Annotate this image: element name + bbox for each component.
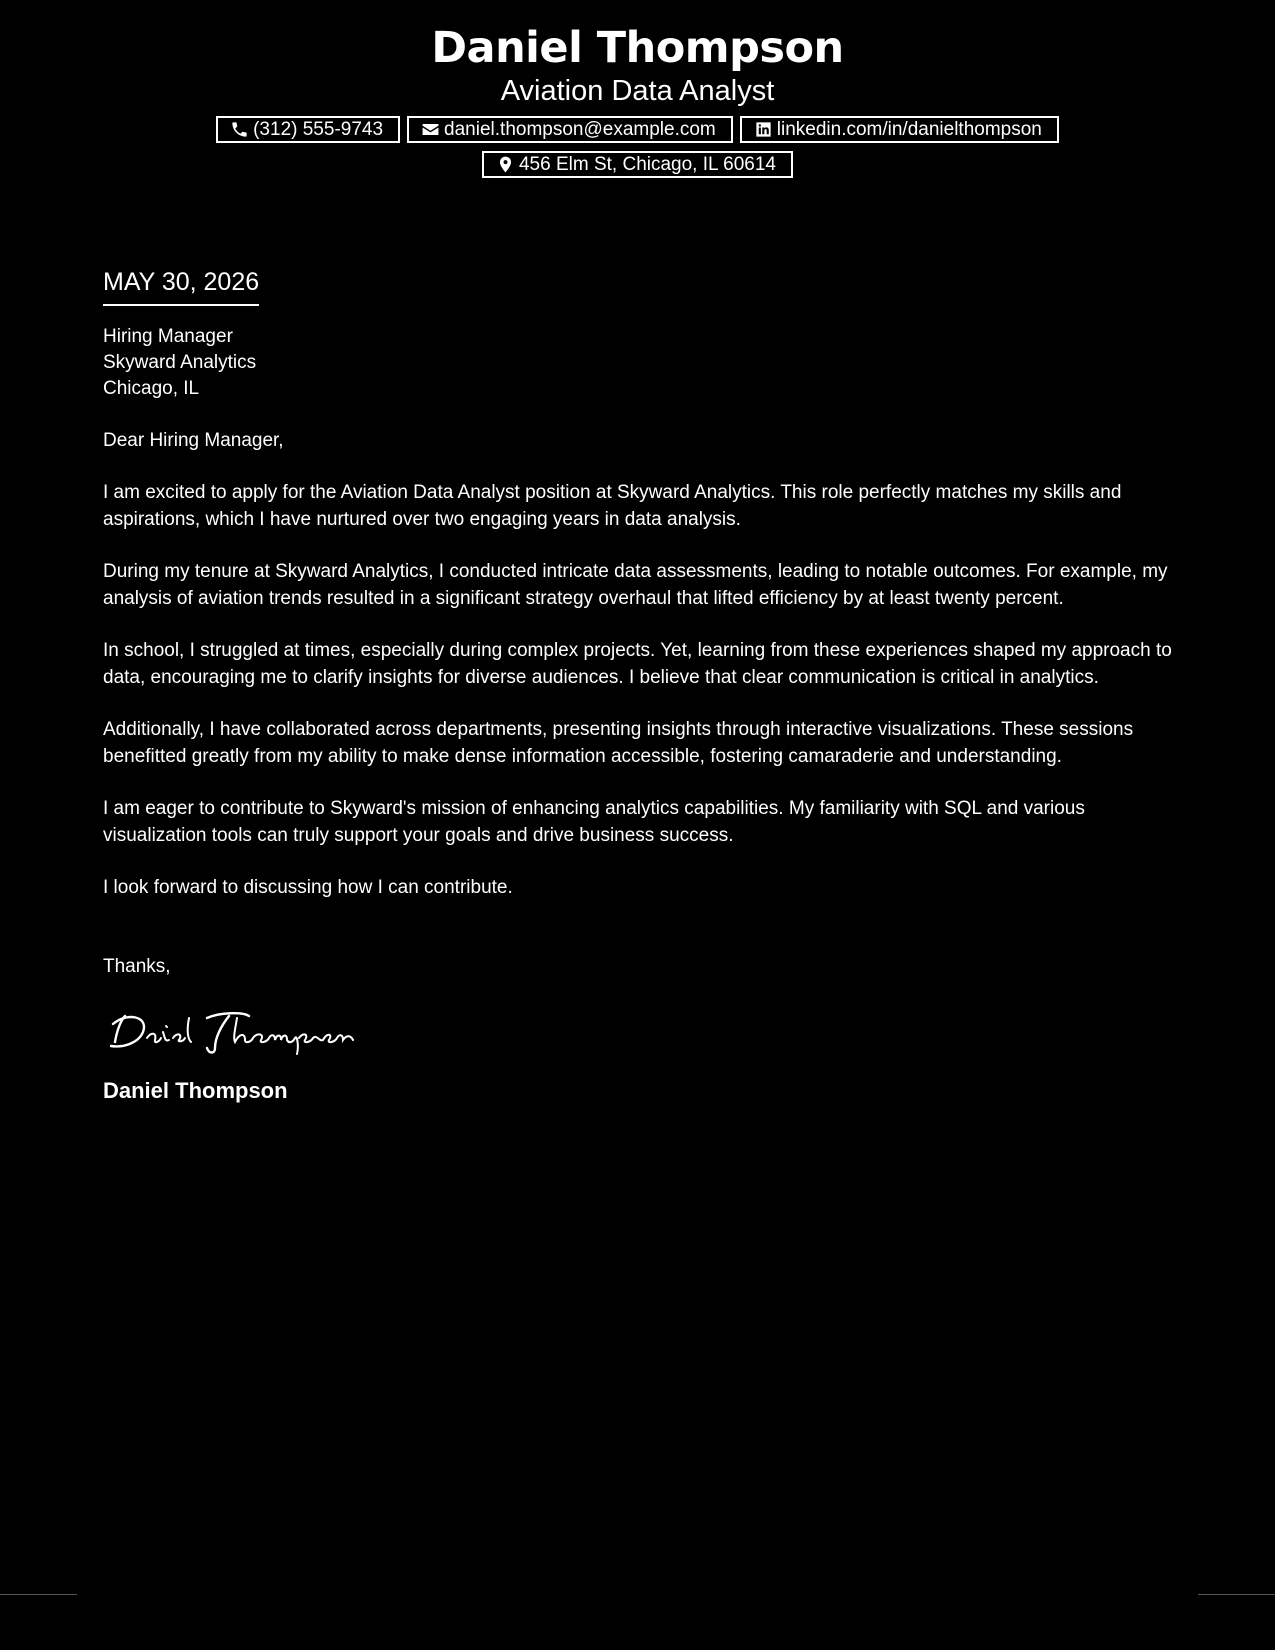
contact-email-text: daniel.thompson@example.com xyxy=(444,119,716,140)
applicant-job-title: Aviation Data Analyst xyxy=(500,75,775,107)
recipient-line: Skyward Analytics xyxy=(103,352,257,373)
body-paragraph: I look forward to discussing how I can contribute. xyxy=(103,877,513,898)
contact-address-text: 456 Elm St, Chicago, IL 60614 xyxy=(518,154,776,175)
contact-phone-text: (312) 555-9743 xyxy=(253,119,384,140)
contact-list xyxy=(188,116,1088,178)
signer-name: Daniel Thompson xyxy=(103,1077,288,1103)
letter-header xyxy=(0,22,1275,178)
contact-phone xyxy=(216,116,400,143)
contact-address xyxy=(482,151,793,178)
recipient-line: Hiring Manager xyxy=(103,326,233,347)
body-paragraph: I am excited to apply for the Aviation Data Analyst position at Skyward Analytics. This role perfectly matches my skills and aspirations, which I have nurtured over two engaging years in data analysis. xyxy=(103,482,1122,530)
applicant-name: Daniel Thompson xyxy=(431,23,844,73)
envelope-icon xyxy=(421,120,440,139)
footer-rule-left xyxy=(0,1594,77,1595)
map-marker-icon xyxy=(496,155,515,174)
footer-rule-right xyxy=(1198,1594,1275,1595)
contact-linkedin-text: linkedin.com/in/danielthompson xyxy=(776,119,1042,140)
body-paragraph: I am eager to contribute to Skyward's mission of enhancing analytics capabilities. My familiarity with SQL and various visualization tools can truly support your goals and drive business success. xyxy=(103,798,1085,846)
body-paragraph: Additionally, I have collaborated across departments, presenting insights through interactive visualizations. These sessions benefitted greatly from my ability to make dense information accessible, fostering camaraderie and understanding. xyxy=(103,719,1134,767)
phone-icon xyxy=(230,120,249,139)
handwritten-signature xyxy=(103,1004,363,1058)
recipient-line: Chicago, IL xyxy=(103,378,200,399)
body-paragraph: In school, I struggled at times, especially during complex projects. Yet, learning from these experiences shaped my approach to data, encouraging me to clarify insights for diverse audiences. I believe that clear communication is critical in analytics. xyxy=(103,640,1172,688)
linkedin-icon xyxy=(754,120,773,139)
salutation: Dear Hiring Manager, xyxy=(103,430,284,451)
letter-date: MAY 30, 2026 xyxy=(103,266,259,306)
body-paragraph: During my tenure at Skyward Analytics, I conducted intricate data assessments, leading to notable outcomes. For example, my analysis of aviation trends resulted in a significant strategy overhaul that lifted efficiency by at least twenty percent. xyxy=(103,561,1168,609)
contact-linkedin xyxy=(740,116,1059,143)
closing: Thanks, xyxy=(103,955,171,977)
letter-body xyxy=(103,266,1183,1105)
contact-email xyxy=(407,116,733,143)
recipient-block xyxy=(103,324,1183,402)
